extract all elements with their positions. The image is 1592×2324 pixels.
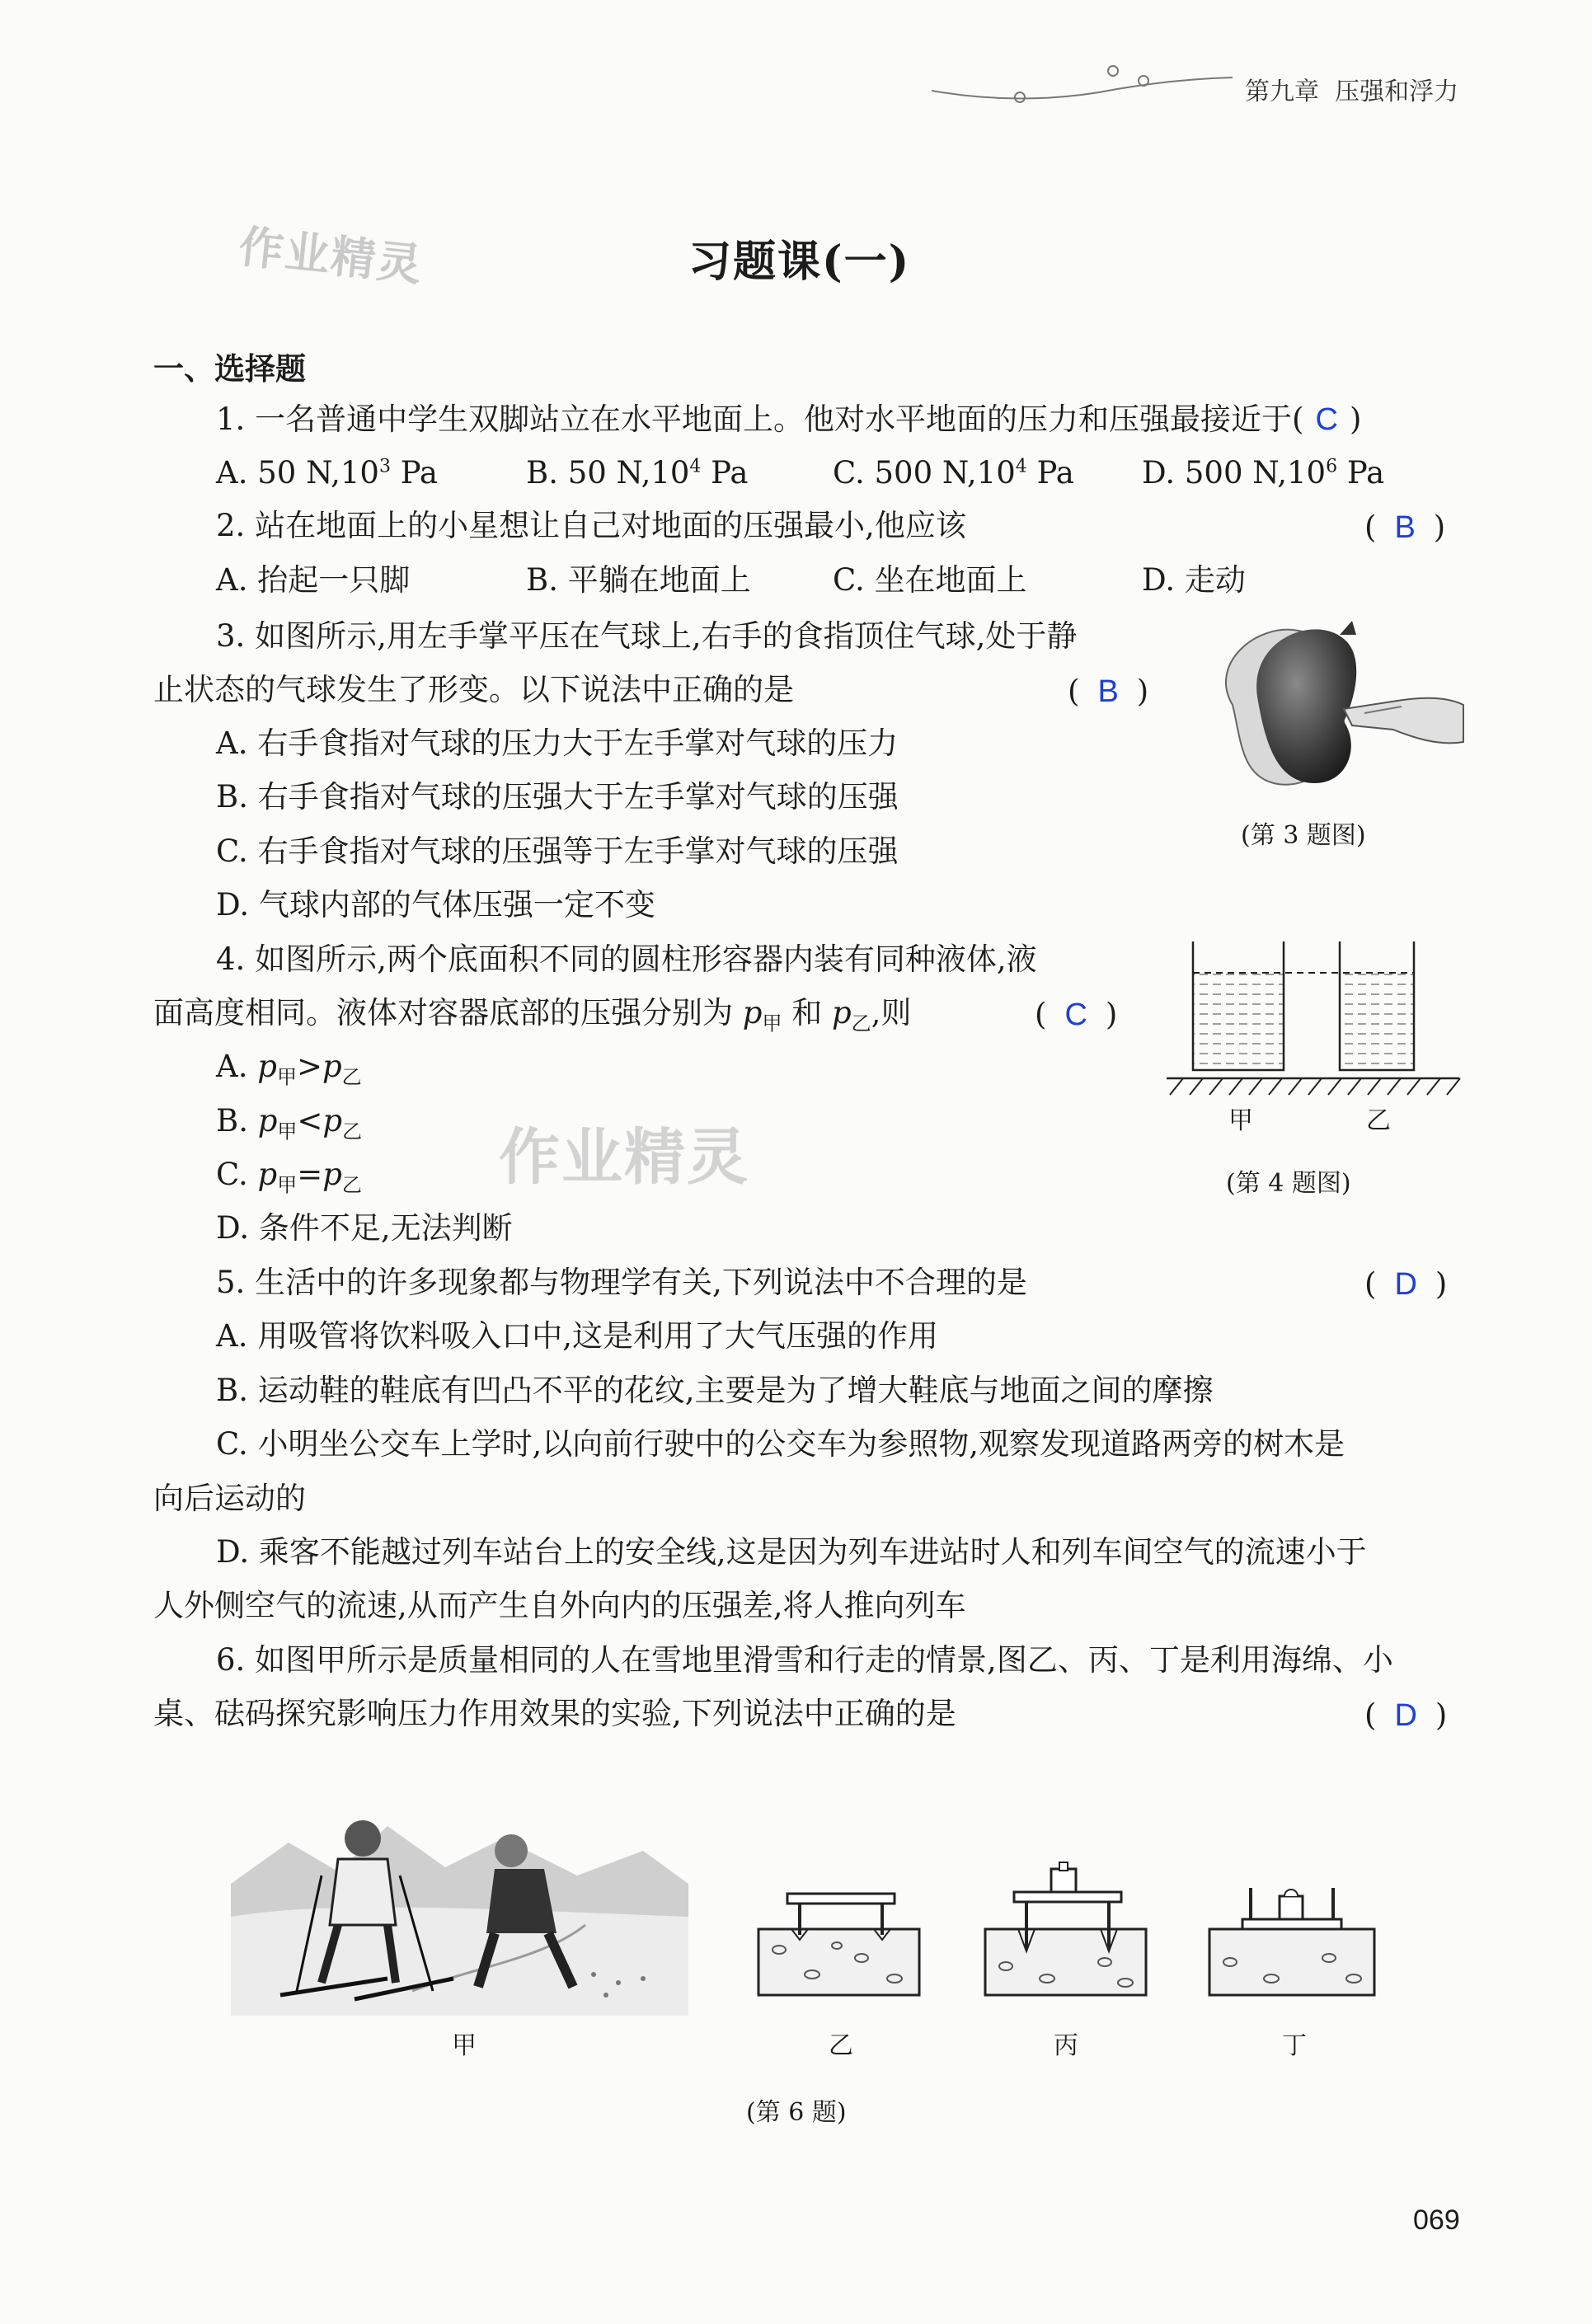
q2-option-a: A. 抬起一只脚 — [216, 562, 411, 598]
q3-balloon-figure — [1200, 606, 1472, 791]
q5-answer: D — [1394, 1267, 1417, 1302]
q6-label-yi: 乙 — [829, 2031, 853, 2060]
q6-stem-line1: 6. 如图甲所示是质量相同的人在雪地里滑雪和行走的情景,图乙、丙、丁是利用海绵、小 — [216, 1642, 1393, 1678]
q6-experiment-yi — [754, 1884, 923, 1999]
q1-option-b: B. 50 $N,10^4$ Pa — [526, 455, 749, 491]
q5-option-c-line1: C. 小明坐公交车上学时,以向前行驶中的公交车为参照物,观察发现道路两旁的树木是 — [216, 1426, 1345, 1462]
q3-figure-caption: (第 3 题图) — [1241, 821, 1366, 850]
q3-option-c: C. 右手食指对气球的压强等于左手掌对气球的压强 — [216, 833, 899, 869]
q5-option-d-line2: 人外侧空气的流速,从而产生自外向内的压强差,将人推向列车 — [153, 1588, 966, 1623]
q6-label-bing: 丙 — [1054, 2031, 1078, 2060]
q2-option-c: C. 坐在地面上 — [833, 562, 1027, 598]
header-decoration — [927, 56, 1241, 114]
q6-experiment-ding — [1205, 1871, 1383, 1999]
q4-option-c: C. $p_甲=p_乙$ — [216, 1157, 362, 1197]
watermark-center: 作业精灵 — [499, 1122, 749, 1193]
q1-option-a: A. 50 $N,10^3$ Pa — [216, 455, 438, 491]
q5-option-d-line1: D. 乘客不能越过列车站台上的安全线,这是因为列车进站时人和列车间空气的流速小于 — [216, 1534, 1367, 1570]
q1-option-d: D. 500 $N,10^6$ Pa — [1142, 455, 1385, 491]
q6-label-jia: 甲 — [452, 2031, 477, 2060]
q6-label-ding: 丁 — [1282, 2031, 1307, 2060]
chapter-number: 第九章 — [1245, 77, 1319, 106]
q4-figure-caption: (第 4 题图) — [1226, 1169, 1351, 1198]
header-chapter — [1245, 71, 1458, 107]
page-number: 069 — [1413, 2204, 1460, 2236]
q4-option-b: B. $p_甲<p_乙$ — [216, 1103, 363, 1143]
q6-answer: D — [1394, 1698, 1417, 1733]
q3-option-a: A. 右手食指对气球的压力大于左手掌对气球的压力 — [216, 725, 899, 761]
q5-stem: 5. 生活中的许多现象都与物理学有关,下列说法中不合理的是 — [216, 1265, 1027, 1300]
q2-option-d: D. 走动 — [1142, 562, 1246, 598]
q4-answer: C — [1064, 998, 1087, 1032]
q5-answer-bracket: ( D ) — [1364, 1266, 1448, 1302]
q3-stem-line1: 3. 如图所示,用左手掌平压在气球上,右手的食指顶住气球,处于静 — [216, 618, 1078, 654]
q5-option-a: A. 用吸管将饮料吸入口中,这是利用了大气压强的作用 — [216, 1318, 939, 1354]
q6-figure-caption: (第 6 题) — [746, 2098, 847, 2127]
q2-option-b: B. 平躺在地面上 — [526, 562, 751, 598]
q4-option-d: D. 条件不足,无法判断 — [216, 1210, 513, 1246]
q2-stem: 2. 站在地面上的小星想让自己对地面的压强最小,他应该 — [216, 508, 966, 543]
q6-experiment-bing — [981, 1859, 1150, 1999]
page-title: 习题课(一) — [688, 237, 911, 287]
q3-stem-line2: 止状态的气球发生了形变。以下说法中正确的是 — [153, 672, 794, 707]
q2-answer: B — [1394, 510, 1416, 545]
q1-option-c: C. 500 $N,10^4$ Pa — [833, 455, 1074, 491]
q5-option-c-line2: 向后运动的 — [153, 1481, 306, 1516]
watermark-logo: 作业精灵 — [236, 220, 426, 292]
q4-stem-line1: 4. 如图所示,两个底面积不同的圆柱形容器内装有同种液体,液 — [216, 941, 1037, 977]
q6-answer-bracket: ( D ) — [1364, 1697, 1448, 1733]
q3-answer-bracket: ( B ) — [1068, 674, 1149, 709]
q1-stem-text: 1. 一名普通中学生双脚站立在水平地面上。他对水平地面的压力和压强最接近于( — [216, 401, 1304, 437]
q4-label-yi: 乙 — [1366, 1106, 1391, 1135]
q3-answer: B — [1097, 674, 1119, 709]
q1-stem: 1. 一名普通中学生双脚站立在水平地面上。他对水平地面的压力和压强最接近于( C ) — [216, 401, 1362, 437]
q4-answer-bracket: ( C ) — [1035, 997, 1118, 1032]
q6-skiing-scene — [231, 1793, 688, 2016]
q1-answer: C — [1315, 402, 1338, 437]
q3-option-d: D. 气球内部的气体压强一定不变 — [216, 887, 655, 923]
q4-stem-line2: 面高度相同。液体对容器底部的压强分别为 $p_甲$ 和 $p_乙$,则 — [153, 995, 912, 1035]
q4-containers-figure — [1158, 940, 1472, 1105]
section-heading: 一、选择题 — [153, 351, 306, 387]
chapter-title: 压强和浮力 — [1335, 77, 1459, 106]
q6-stem-line2: 桌、砝码探究影响压力作用效果的实验,下列说法中正确的是 — [153, 1696, 956, 1731]
q5-option-b: B. 运动鞋的鞋底有凹凸不平的花纹,主要是为了增大鞋底与地面之间的摩擦 — [216, 1373, 1214, 1408]
q4-option-a: A. $p_甲>p_乙$ — [216, 1049, 362, 1089]
q4-label-jia: 甲 — [1228, 1106, 1253, 1135]
q3-option-b: B. 右手食指对气球的压强大于左手掌对气球的压强 — [216, 779, 899, 815]
q2-answer-bracket: ( B ) — [1364, 509, 1446, 545]
